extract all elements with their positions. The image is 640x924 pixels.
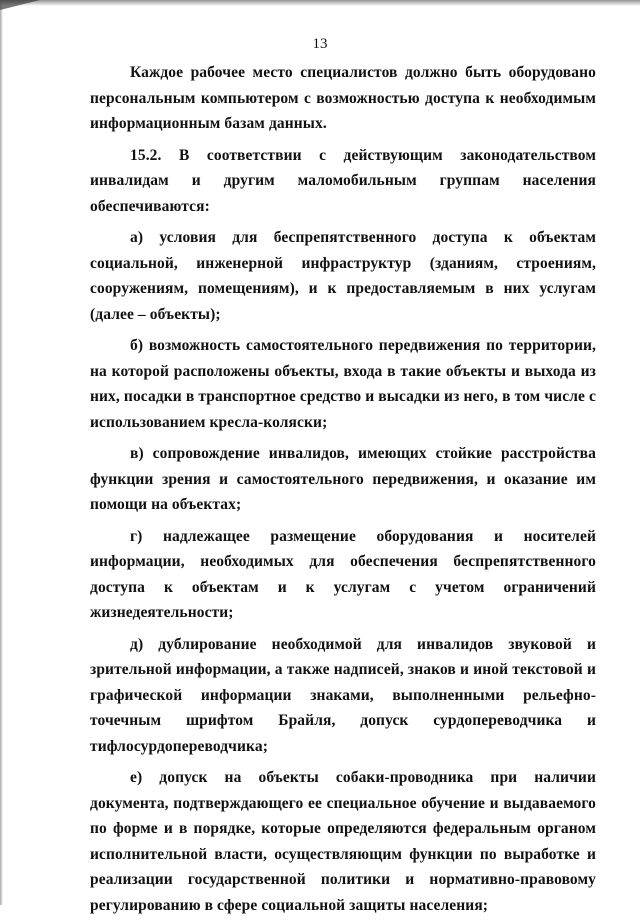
paragraph-15-2: 15.2. В соответствии с действующим законодательством инвалидам и другим маломобильным группам населения обеспечиваются: (90, 146, 596, 215)
paragraph-item-v: в) сопровождение инвалидов, имеющих стойкие расстройства функции зрения и самостоятельного передвижения, и оказание им помощи на объектах; (90, 445, 596, 513)
paragraph-item-b: б) возможность самостоятельного передвижения по территории, на которой расположены объекты, входа в такие объекты и выхода из них, посадки в транспортное средство и высадки из него, в том числе с использованием кресла-коляски; (90, 337, 596, 431)
document-body (90, 60, 596, 924)
paragraph-item-d: д) дублирование необходимой для инвалидов звуковой и зрительной информации, а также надписей, знаков и иной текстовой и графической информации знаками, выполненными рельефно-точечным шрифтом Брайля, допуск сурдопереводчика и тифлосурдопереводчика; (90, 635, 596, 755)
paragraph-workplace: Каждое рабочее место специалистов должно быть оборудовано персональным компьютером с возможностью доступа к необходимым информационным базам данных. (90, 64, 596, 132)
paragraph-item-a: а) условия для беспрепятственного доступа к объектам социальной, инженерной инфраструктур (зданиям, строениям, сооружениям, помещениям), и к предоставляемым в них услугам (далее – объекты); (90, 229, 596, 323)
paragraph-item-e: е) допуск на объекты собаки-проводника при наличии документа, подтверждающего ее специальное обучение и выдаваемого по форме и в порядке, которые определяются федеральным органом исполнительной власти, осуществляющим функции по выработке и реализации государственной политики и нормативно-правовому регулированию в сфере социальной защиты населения; (90, 769, 596, 914)
paragraph-item-g: г) надлежащее размещение оборудования и носителей информации, необходимых для обеспечения беспрепятственного доступа к объектам и к услугам с учетом ограничений жизнедеятельности; (90, 527, 596, 621)
scan-shadow-top (0, 0, 640, 6)
scan-shadow-left (0, 0, 3, 905)
page-number: 13 (312, 36, 328, 52)
